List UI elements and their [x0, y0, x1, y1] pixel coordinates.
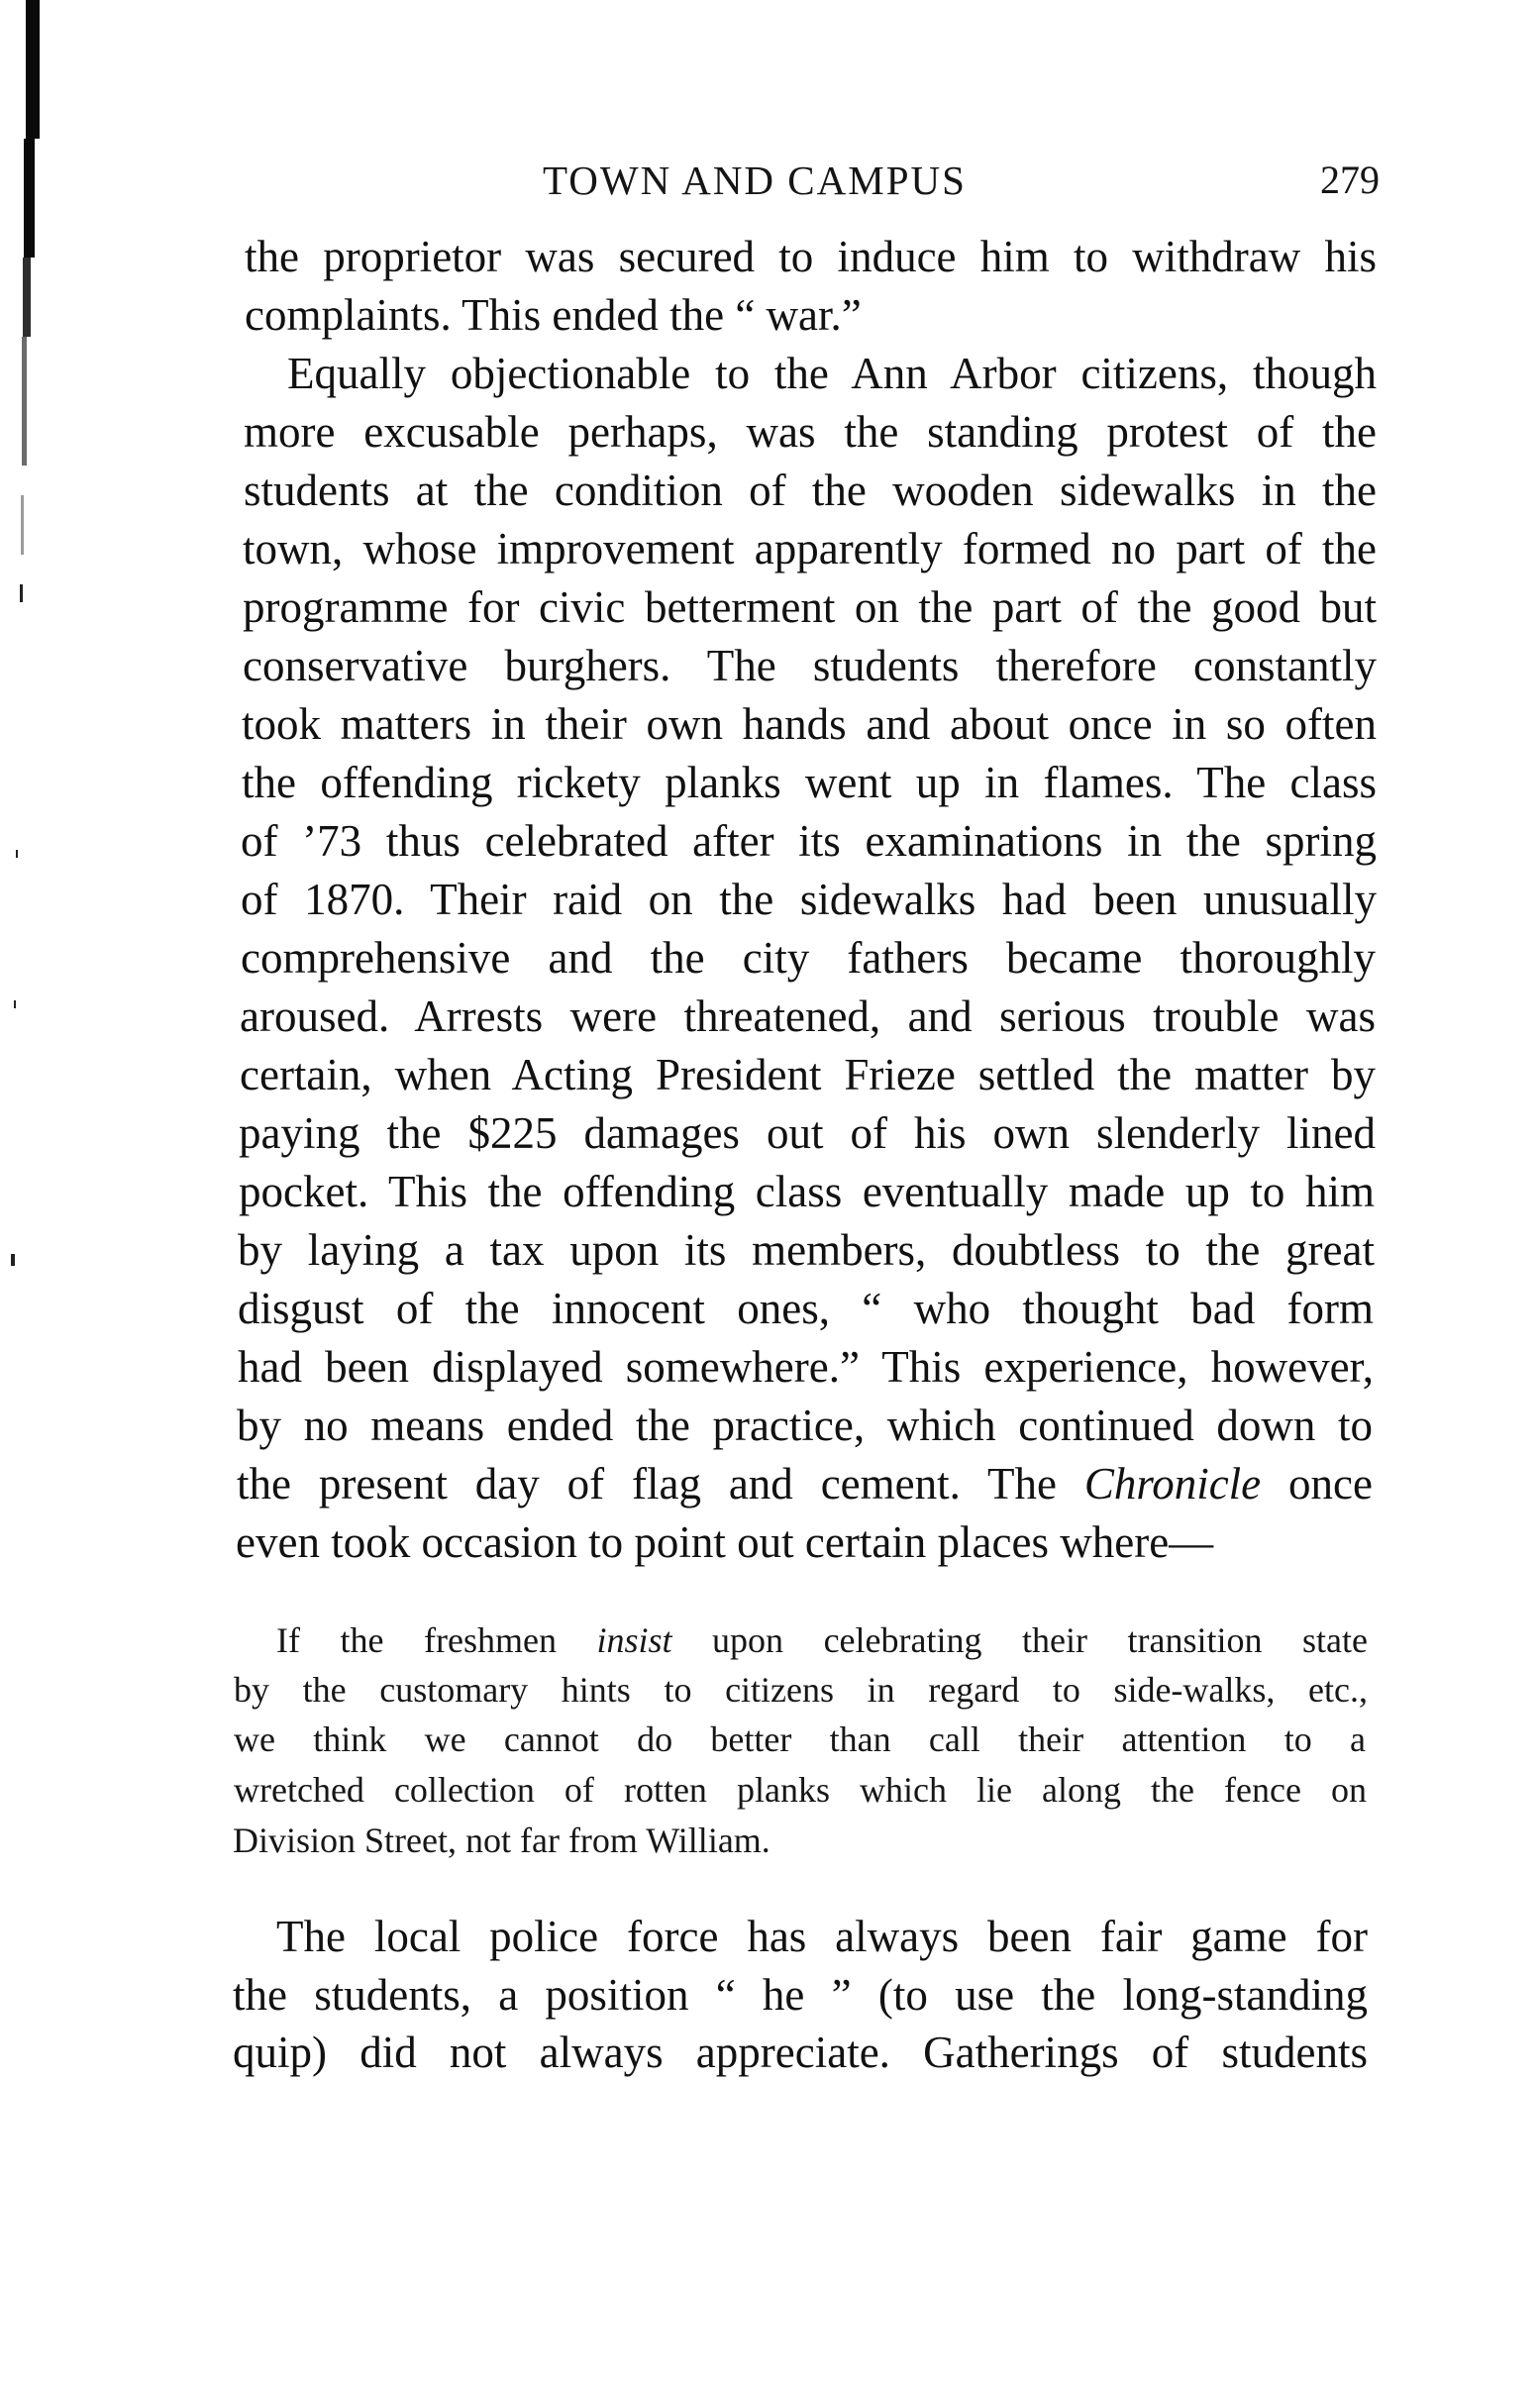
text-line: conservative burghers. The students therefore constantly	[243, 641, 1377, 690]
text-line: by no means ended the practice, which continued down to	[237, 1401, 1373, 1450]
text-line: of ’73 thus celebrated after its examinations in the spring	[241, 816, 1377, 866]
quote-line: by the customary hints to citizens in regard to side-walks, etc.,	[234, 1670, 1368, 1710]
text-line: by laying a tax upon its members, doubtless to the great	[238, 1225, 1375, 1275]
text-line: comprehensive and the city fathers became thoroughly	[241, 933, 1376, 983]
text-line: took matters in their own hands and about once in so often	[242, 699, 1377, 749]
quote-line: we think we cannot do better than call their attention to a	[234, 1719, 1366, 1759]
quote-line: wretched collection of rotten planks which lie along the fence on	[234, 1770, 1367, 1810]
periodical-title-chronicle: Chronicle	[1083, 1459, 1262, 1509]
scan-gutter-shadow	[26, 0, 40, 139]
text-line: Equally objectionable to the Ann Arbor citizens, though	[287, 349, 1377, 398]
text-segment: once	[1261, 1459, 1374, 1509]
text-line: complaints. This ended the “ war.”	[245, 290, 862, 340]
text-line	[237, 1455, 1373, 1513]
text-line: the offending rickety planks went up in flames. The class	[242, 758, 1377, 807]
text-line: town, whose improvement apparently formed no part of the	[243, 524, 1377, 573]
text-segment: upon celebrating their transition state	[671, 1620, 1368, 1660]
text-line: aroused. Arrests were threatened, and serious trouble was	[240, 991, 1376, 1041]
text-line: programme for civic betterment on the part of the good but	[243, 582, 1377, 632]
text-line: the proprietor was secured to induce him to withdraw his	[245, 232, 1377, 281]
text-line: students at the condition of the wooden sidewalks in the	[244, 466, 1377, 515]
text-segment: If the freshmen	[276, 1620, 597, 1660]
scan-speck	[21, 495, 24, 555]
quote-line	[234, 1615, 1368, 1665]
scan-speck	[11, 1254, 15, 1266]
scan-gutter-shadow	[23, 258, 31, 337]
scan-speck	[14, 1000, 16, 1008]
emphasis-insist: insist	[596, 1620, 672, 1660]
scan-gutter-shadow	[24, 139, 35, 258]
text-line: disgust of the innocent ones, “ who thought bad form	[238, 1284, 1374, 1333]
text-line: had been displayed somewhere.” This experience, however,	[238, 1342, 1374, 1392]
text-line: The local police force has always been fair game for	[276, 1912, 1368, 1961]
text-line: certain, when Acting President Frieze settled the matter by	[240, 1050, 1376, 1099]
running-head-title: TOWN AND CAMPUS	[543, 157, 967, 203]
text-line: pocket. This the offending class eventually made up to him	[239, 1167, 1375, 1216]
text-line: the students, a position “ he ” (to use the long-standing	[233, 1970, 1368, 2020]
text-segment: the present day of flag and cement. The	[237, 1459, 1084, 1509]
text-line: more excusable perhaps, was the standing protest of the	[244, 407, 1377, 457]
text-line: even took occasion to point out certain places where—	[236, 1517, 1214, 1567]
scan-speck	[16, 850, 18, 858]
page-number: 279	[1320, 157, 1380, 202]
text-line: paying the $225 damages out of his own slenderly lined	[239, 1108, 1376, 1158]
quote-line: Division Street, not far from William.	[233, 1821, 770, 1860]
scan-speck	[20, 584, 23, 602]
text-line: quip) did not always appreciate. Gatherings of students	[233, 2028, 1368, 2077]
text-line: of 1870. Their raid on the sidewalks had been unusually	[241, 875, 1377, 924]
scan-gutter-shadow	[22, 337, 27, 466]
